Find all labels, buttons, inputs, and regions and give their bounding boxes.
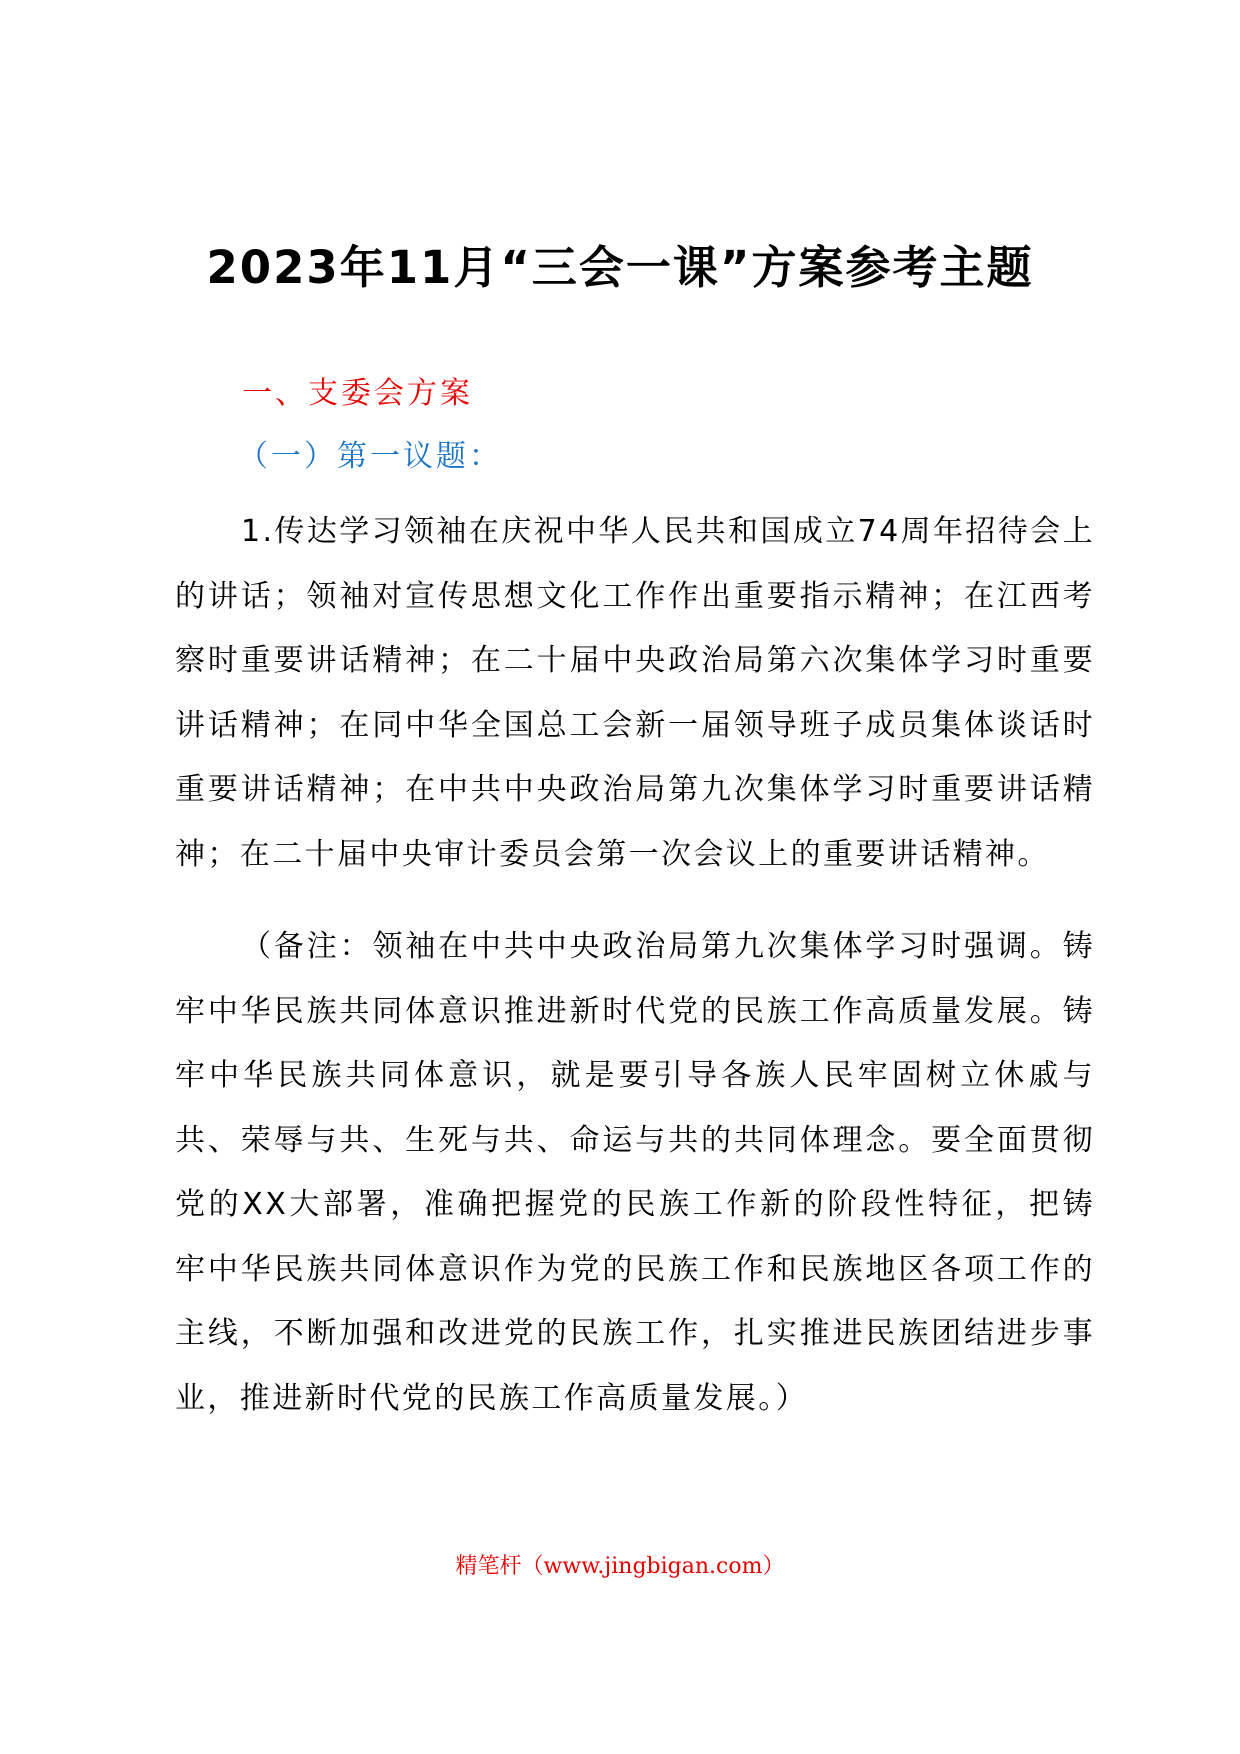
body-paragraph-1: 1.传达学习领袖在庆祝中华人民共和国成立74周年招待会上的讲话；领袖对宣传思想文化工作作出重要指示精神；在江西考察时重要讲话精神；在二十届中央政治局第六次集体学习时重要讲话精神；在同中华全国总工会新一届领导班子成员集体谈话时重要讲话精神；在中共中央政治局第九次集体学习时重要讲话精神；在二十届中央审计委员会第一次会议上的重要讲话精神。 [175,514,1095,872]
body-paragraph-2: （备注：领袖在中共中央政治局第九次集体学习时强调。铸牢中华民族共同体意识推进新时代党的民族工作高质量发展。铸牢中华民族共同体意识，就是要引导各族人民牢固树立休戚与共、荣辱与共、生死与共、命运与共的共同体理念。要全面贯彻党的XX大部署，准确把握党的民族工作新的阶段性特征，把铸牢中华民族共同体意识作为党的民族工作和民族地区各项工作的主线，不断加强和改进党的民族工作，扎实推进民族团结进步事业，推进新时代党的民族工作高质量发展。） [175,929,1095,1416]
footer-watermark-link[interactable]: 精笔杆（www.jingbigan.com） [455,1554,785,1579]
section-heading: 一、支委会方案 [242,376,473,411]
document-title: 2023年11月“三会一课”方案参考主题 [206,241,1034,294]
sub-heading: （一）第一议题： [238,439,502,474]
